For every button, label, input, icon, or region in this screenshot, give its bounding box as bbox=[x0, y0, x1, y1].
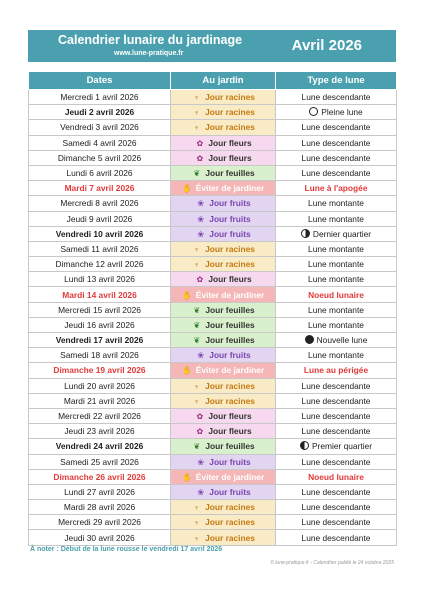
moon-type-cell bbox=[276, 393, 397, 408]
date-cell: Mercredi 29 avril 2026 bbox=[29, 515, 171, 530]
table-row bbox=[29, 439, 397, 454]
table-row bbox=[29, 120, 397, 135]
garden-cell bbox=[171, 408, 276, 423]
table-row bbox=[29, 530, 397, 545]
moon-type-label: Lune montante bbox=[308, 259, 364, 270]
table-row bbox=[29, 484, 397, 499]
lunar-calendar-table bbox=[28, 71, 397, 546]
moon-type-cell bbox=[276, 181, 397, 196]
garden-cell bbox=[171, 439, 276, 454]
garden-cell bbox=[171, 120, 276, 135]
moon-type-label: Lune descendante bbox=[301, 411, 371, 422]
garden-label: Jour racines bbox=[205, 243, 255, 254]
garden-label: Jour racines bbox=[205, 122, 255, 133]
garden-label: Jour fruits bbox=[209, 350, 251, 361]
garden-label: Jour fruits bbox=[209, 198, 251, 209]
moon-type-cell bbox=[276, 484, 397, 499]
moon-type-cell bbox=[276, 363, 397, 378]
table-row bbox=[29, 424, 397, 439]
moon-type-cell bbox=[276, 378, 397, 393]
avoid-icon: ✋ bbox=[182, 290, 193, 300]
garden-label: Jour racines bbox=[205, 380, 255, 391]
garden-label: Jour fruits bbox=[209, 213, 251, 224]
table-row bbox=[29, 454, 397, 469]
flower-icon: ✿ bbox=[196, 153, 204, 163]
garden-cell bbox=[171, 333, 276, 348]
table-row bbox=[29, 181, 397, 196]
date-cell: Lundi 13 avril 2026 bbox=[29, 272, 171, 287]
root-icon: ♆ bbox=[193, 381, 200, 391]
fruit-icon: ❀ bbox=[197, 487, 205, 497]
garden-label: Éviter de jardiner bbox=[195, 289, 265, 300]
garden-cell bbox=[171, 90, 276, 105]
moon-type-cell bbox=[276, 454, 397, 469]
moon-type-label: Lune descendante bbox=[301, 137, 371, 148]
table-row bbox=[29, 500, 397, 515]
garden-label: Jour feuilles bbox=[205, 168, 255, 179]
date-cell: Mardi 21 avril 2026 bbox=[29, 393, 171, 408]
fruit-icon: ❀ bbox=[197, 214, 205, 224]
table-row bbox=[29, 226, 397, 241]
table-row bbox=[29, 135, 397, 150]
moon-type-label: Noeud lunaire bbox=[308, 289, 364, 300]
date-cell: Samedi 25 avril 2026 bbox=[29, 454, 171, 469]
column-header-dates: Dates bbox=[29, 72, 171, 90]
garden-cell bbox=[171, 196, 276, 211]
moon-type-cell bbox=[276, 196, 397, 211]
table-row bbox=[29, 378, 397, 393]
date-cell: Mercredi 22 avril 2026 bbox=[29, 408, 171, 423]
table-row bbox=[29, 363, 397, 378]
garden-label: Jour racines bbox=[205, 259, 255, 270]
leaf-icon: ❦ bbox=[193, 336, 201, 346]
garden-cell bbox=[171, 348, 276, 363]
garden-label: Jour racines bbox=[205, 107, 255, 118]
date-cell: Vendredi 24 avril 2026 bbox=[29, 439, 171, 454]
garden-label: Jour feuilles bbox=[205, 319, 255, 330]
date-cell: Dimanche 12 avril 2026 bbox=[29, 257, 171, 272]
moon-type-label: Lune descendante bbox=[301, 532, 371, 543]
garden-label: Jour fleurs bbox=[208, 426, 252, 437]
date-cell: Jeudi 16 avril 2026 bbox=[29, 317, 171, 332]
garden-label: Éviter de jardiner bbox=[195, 183, 265, 194]
root-icon: ♆ bbox=[193, 244, 200, 254]
calendar-header bbox=[28, 30, 396, 62]
garden-cell bbox=[171, 393, 276, 408]
moon-type-cell bbox=[276, 241, 397, 256]
garden-cell bbox=[171, 530, 276, 545]
garden-cell bbox=[171, 424, 276, 439]
table-row bbox=[29, 302, 397, 317]
garden-label: Jour fleurs bbox=[208, 274, 252, 285]
table-row bbox=[29, 241, 397, 256]
root-icon: ♆ bbox=[193, 533, 200, 543]
table-row bbox=[29, 150, 397, 165]
garden-label: Jour fleurs bbox=[208, 411, 252, 422]
moon-type-cell bbox=[276, 333, 397, 348]
moon-type-label: Lune descendante bbox=[301, 517, 371, 528]
moon-type-cell bbox=[276, 105, 397, 120]
garden-label: Éviter de jardiner bbox=[195, 365, 265, 376]
garden-cell bbox=[171, 272, 276, 287]
moon-type-cell bbox=[276, 469, 397, 484]
root-icon: ♆ bbox=[193, 108, 200, 118]
garden-label: Jour fruits bbox=[209, 456, 251, 467]
root-icon: ♆ bbox=[193, 503, 200, 513]
garden-label: Jour feuilles bbox=[205, 335, 255, 346]
moon-phase-full-icon bbox=[309, 107, 318, 116]
moon-type-cell bbox=[276, 317, 397, 332]
date-cell: Vendredi 10 avril 2026 bbox=[29, 226, 171, 241]
flower-icon: ✿ bbox=[196, 412, 204, 422]
moon-type-label: Lune montante bbox=[308, 304, 364, 315]
moon-type-cell bbox=[276, 257, 397, 272]
moon-type-label: Pleine lune bbox=[321, 107, 363, 118]
garden-cell bbox=[171, 515, 276, 530]
garden-cell bbox=[171, 135, 276, 150]
garden-label: Jour feuilles bbox=[205, 441, 255, 452]
table-row bbox=[29, 165, 397, 180]
table-row bbox=[29, 348, 397, 363]
table-row bbox=[29, 317, 397, 332]
moon-type-label: Lune montante bbox=[308, 213, 364, 224]
date-cell: Jeudi 30 avril 2026 bbox=[29, 530, 171, 545]
moon-type-cell bbox=[276, 302, 397, 317]
moon-type-cell bbox=[276, 226, 397, 241]
flower-icon: ✿ bbox=[196, 138, 204, 148]
garden-cell bbox=[171, 241, 276, 256]
moon-type-label: Lune descendante bbox=[301, 380, 371, 391]
garden-cell bbox=[171, 150, 276, 165]
moon-phase-last-icon bbox=[301, 229, 310, 238]
garden-label: Jour racines bbox=[205, 502, 255, 513]
moon-type-cell bbox=[276, 500, 397, 515]
moon-type-cell bbox=[276, 90, 397, 105]
date-cell: Mercredi 15 avril 2026 bbox=[29, 302, 171, 317]
date-cell: Samedi 4 avril 2026 bbox=[29, 135, 171, 150]
date-cell: Dimanche 26 avril 2026 bbox=[29, 469, 171, 484]
root-icon: ♆ bbox=[193, 260, 200, 270]
moon-type-label: Lune descendante bbox=[301, 502, 371, 513]
avoid-icon: ✋ bbox=[182, 472, 193, 482]
footer-credit: © lune-pratique.fr - Calendrier publié le 24 octobre 2025 bbox=[270, 560, 394, 566]
fruit-icon: ❀ bbox=[197, 229, 205, 239]
garden-label: Jour racines bbox=[205, 532, 255, 543]
flower-icon: ✿ bbox=[196, 427, 204, 437]
table-row bbox=[29, 272, 397, 287]
page-title: Calendrier lunaire du jardinage bbox=[58, 33, 243, 47]
date-cell: Samedi 18 avril 2026 bbox=[29, 348, 171, 363]
table-row bbox=[29, 333, 397, 348]
table-row bbox=[29, 90, 397, 105]
moon-type-cell bbox=[276, 165, 397, 180]
fruit-icon: ❀ bbox=[197, 351, 205, 361]
moon-type-cell bbox=[276, 135, 397, 150]
table-row bbox=[29, 393, 397, 408]
table-row bbox=[29, 408, 397, 423]
moon-type-label: Lune montante bbox=[308, 274, 364, 285]
moon-type-cell bbox=[276, 272, 397, 287]
table-row bbox=[29, 257, 397, 272]
date-cell: Dimanche 5 avril 2026 bbox=[29, 150, 171, 165]
site-url: www.lune-pratique.fr bbox=[114, 50, 184, 57]
column-header-garden: Au jardin bbox=[171, 72, 276, 90]
table-body bbox=[29, 90, 397, 546]
moon-type-cell bbox=[276, 150, 397, 165]
date-cell: Jeudi 23 avril 2026 bbox=[29, 424, 171, 439]
table-row bbox=[29, 515, 397, 530]
date-cell: Mercredi 1 avril 2026 bbox=[29, 90, 171, 105]
table-header-row bbox=[29, 72, 397, 90]
garden-cell bbox=[171, 378, 276, 393]
garden-label: Jour fruits bbox=[209, 228, 251, 239]
garden-label: Jour feuilles bbox=[205, 304, 255, 315]
root-icon: ♆ bbox=[193, 396, 200, 406]
moon-type-label: Lune descendante bbox=[301, 92, 371, 103]
date-cell: Jeudi 9 avril 2026 bbox=[29, 211, 171, 226]
date-cell: Samedi 11 avril 2026 bbox=[29, 241, 171, 256]
avoid-icon: ✋ bbox=[182, 366, 193, 376]
date-cell: Jeudi 2 avril 2026 bbox=[29, 105, 171, 120]
leaf-icon: ❦ bbox=[193, 305, 201, 315]
moon-type-label: Noeud lunaire bbox=[308, 471, 364, 482]
leaf-icon: ❦ bbox=[193, 169, 201, 179]
date-cell: Lundi 20 avril 2026 bbox=[29, 378, 171, 393]
month-title: Avril 2026 bbox=[291, 37, 362, 54]
date-cell: Mercredi 8 avril 2026 bbox=[29, 196, 171, 211]
moon-type-label: Lune montante bbox=[308, 319, 364, 330]
root-icon: ♆ bbox=[193, 518, 200, 528]
date-cell: Dimanche 19 avril 2026 bbox=[29, 363, 171, 378]
garden-label: Jour racines bbox=[205, 395, 255, 406]
table-row bbox=[29, 469, 397, 484]
moon-type-label: Lune descendante bbox=[301, 168, 371, 179]
moon-type-label: Lune montante bbox=[308, 198, 364, 209]
moon-type-label: Lune descendante bbox=[301, 426, 371, 437]
root-icon: ♆ bbox=[193, 123, 200, 133]
note-text: À noter : Début de la lune rousse le vendredi 17 avril 2026 bbox=[30, 546, 223, 553]
leaf-icon: ❦ bbox=[193, 442, 201, 452]
root-icon: ♆ bbox=[193, 93, 200, 103]
moon-type-cell bbox=[276, 120, 397, 135]
garden-cell bbox=[171, 105, 276, 120]
garden-cell bbox=[171, 302, 276, 317]
moon-type-label: Lune descendante bbox=[301, 395, 371, 406]
moon-type-label: Lune au périgée bbox=[303, 365, 369, 376]
moon-type-label: Lune montante bbox=[308, 350, 364, 361]
moon-type-label: Premier quartier bbox=[311, 441, 373, 452]
moon-type-label: Lune descendante bbox=[301, 152, 371, 163]
fruit-icon: ❀ bbox=[197, 457, 205, 467]
garden-cell bbox=[171, 317, 276, 332]
date-cell: Mardi 14 avril 2026 bbox=[29, 287, 171, 302]
moon-type-cell bbox=[276, 439, 397, 454]
garden-cell bbox=[171, 484, 276, 499]
garden-label: Jour fleurs bbox=[208, 152, 252, 163]
moon-type-label: Dernier quartier bbox=[312, 228, 372, 239]
garden-cell bbox=[171, 226, 276, 241]
moon-type-cell bbox=[276, 211, 397, 226]
moon-type-label: Nouvelle lune bbox=[316, 335, 368, 346]
garden-cell bbox=[171, 181, 276, 196]
moon-type-label: Lune montante bbox=[308, 243, 364, 254]
garden-cell bbox=[171, 211, 276, 226]
moon-phase-new-icon bbox=[305, 335, 314, 344]
garden-label: Éviter de jardiner bbox=[195, 471, 265, 482]
date-cell: Mardi 28 avril 2026 bbox=[29, 500, 171, 515]
date-cell: Vendredi 3 avril 2026 bbox=[29, 120, 171, 135]
date-cell: Mardi 7 avril 2026 bbox=[29, 181, 171, 196]
moon-phase-first-icon bbox=[300, 441, 309, 450]
table-row bbox=[29, 287, 397, 302]
garden-label: Jour fleurs bbox=[208, 137, 252, 148]
date-cell: Vendredi 17 avril 2026 bbox=[29, 333, 171, 348]
date-cell: Lundi 27 avril 2026 bbox=[29, 484, 171, 499]
date-cell: Lundi 6 avril 2026 bbox=[29, 165, 171, 180]
moon-type-cell bbox=[276, 348, 397, 363]
table-row bbox=[29, 105, 397, 120]
table-row bbox=[29, 196, 397, 211]
moon-type-cell bbox=[276, 287, 397, 302]
garden-label: Jour racines bbox=[205, 92, 255, 103]
moon-type-cell bbox=[276, 515, 397, 530]
moon-type-cell bbox=[276, 530, 397, 545]
garden-cell bbox=[171, 454, 276, 469]
moon-type-label: Lune descendante bbox=[301, 456, 371, 467]
moon-type-label: Lune à l'apogée bbox=[304, 183, 368, 194]
garden-cell bbox=[171, 165, 276, 180]
column-header-moon-type: Type de lune bbox=[276, 72, 397, 90]
moon-type-label: Lune descendante bbox=[301, 486, 371, 497]
garden-cell bbox=[171, 363, 276, 378]
moon-type-label: Lune descendante bbox=[301, 122, 371, 133]
garden-label: Jour racines bbox=[205, 517, 255, 528]
garden-cell bbox=[171, 257, 276, 272]
garden-cell bbox=[171, 287, 276, 302]
garden-cell bbox=[171, 500, 276, 515]
flower-icon: ✿ bbox=[196, 275, 204, 285]
garden-label: Jour fruits bbox=[209, 486, 251, 497]
moon-type-cell bbox=[276, 408, 397, 423]
moon-type-cell bbox=[276, 424, 397, 439]
leaf-icon: ❦ bbox=[193, 320, 201, 330]
avoid-icon: ✋ bbox=[182, 184, 193, 194]
garden-cell bbox=[171, 469, 276, 484]
fruit-icon: ❀ bbox=[197, 199, 205, 209]
table-row bbox=[29, 211, 397, 226]
